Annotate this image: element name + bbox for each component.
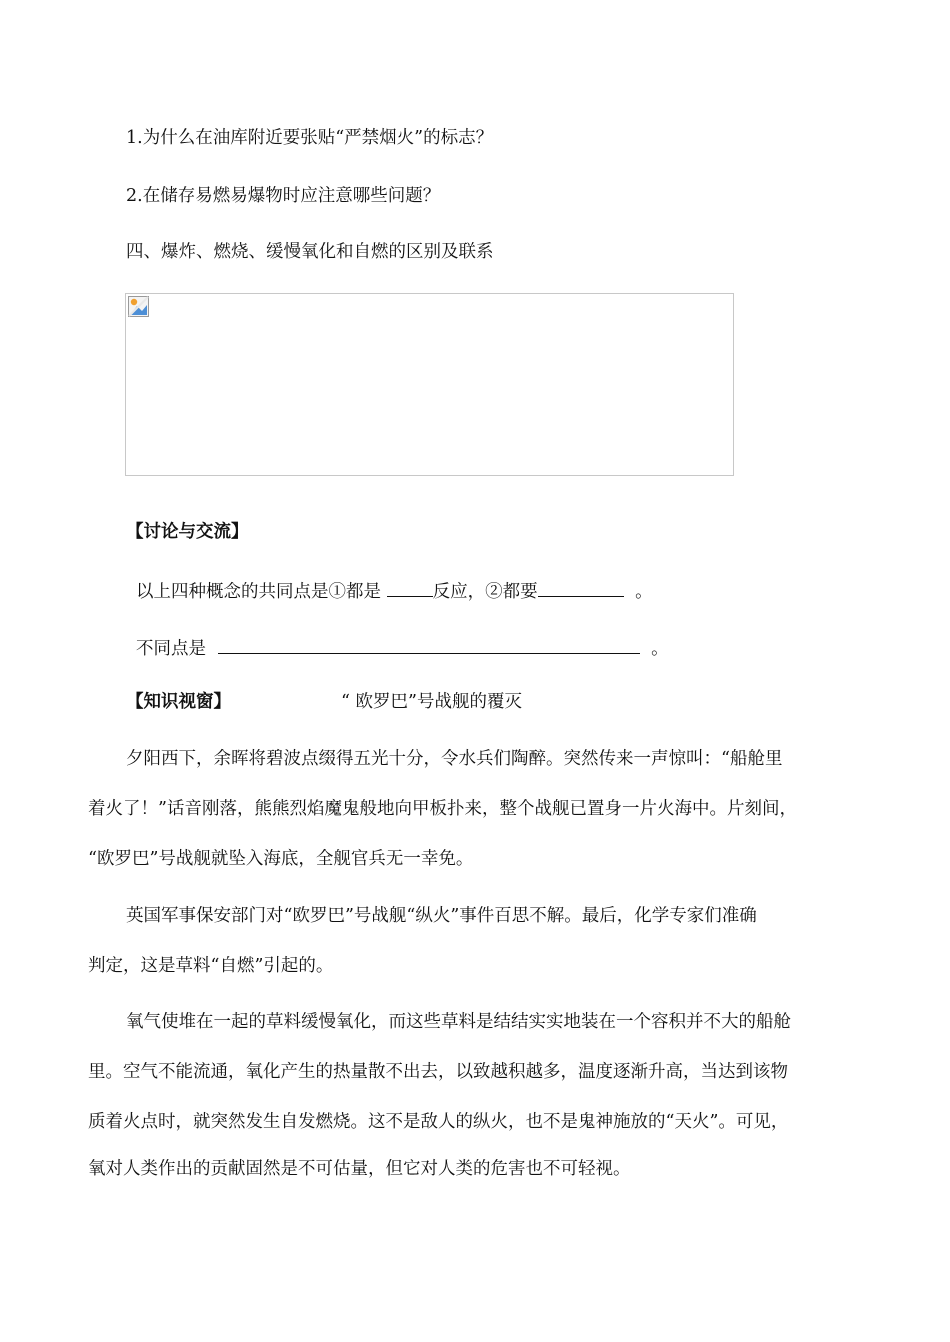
discussion-line-1-end: 。 [635, 582, 653, 602]
paragraph-1-line-2: 着火了！”话音刚落，熊熊烈焰魔鬼般地向甲板扑来，整个战舰已置身一片火海中。片刻间， [88, 799, 797, 819]
discussion-line-2-text: 不同点是 [136, 639, 206, 659]
paragraph-1-line-1: 夕阳西下，余晖将碧波点缀得五光十分，令水兵们陶醉。突然传来一声惊叫：“船舱里 [126, 749, 783, 769]
discussion-heading: 【讨论与交流】 [126, 522, 249, 542]
paragraph-2-line-1: 英国军事保安部门对“欧罗巴”号战舰“纵火”事件百思不解。最后，化学专家们准确 [126, 906, 757, 926]
blank-reaction-type[interactable] [387, 576, 433, 597]
question-2: 2.在储存易燃易爆物时应注意哪些问题？ [126, 186, 441, 206]
discussion-line-1 [136, 576, 653, 604]
section-four-title: 四、爆炸、燃烧、缓慢氧化和自燃的区别及联系 [126, 242, 494, 262]
discussion-line-1-text-b: 反应，②都要 [432, 582, 538, 602]
paragraph-1-line-3: “欧罗巴”号战舰就坠入海底，全舰官兵无一幸免。 [88, 849, 474, 869]
paragraph-3-line-2: 里。空气不能流通，氧化产生的热量散不出去，以致越积越多，温度逐渐升高，当达到该物 [88, 1062, 788, 1082]
paragraph-3-line-3: 质着火点时，就突然发生自发燃烧。这不是敌人的纵火，也不是鬼神施放的“天火”。可见， [88, 1112, 789, 1132]
knowledge-title: “ 欧罗巴”号战舰的覆灭 [341, 692, 522, 712]
question-1: 1.为什么在油库附近要张贴“严禁烟火”的标志？ [126, 128, 494, 148]
paragraph-2-line-2: 判定，这是草料“自燃”引起的。 [88, 956, 334, 976]
blank-condition[interactable] [538, 576, 624, 597]
paragraph-3-line-4: 氧对人类作出的贡献固然是不可估量，但它对人类的危害也不可轻视。 [88, 1159, 631, 1179]
knowledge-heading: 【知识视窗】 [126, 692, 231, 712]
image-placeholder [125, 293, 734, 476]
discussion-line-1-text-a: 以上四种概念的共同点是①都是 [136, 582, 381, 602]
blank-differences[interactable] [218, 633, 640, 654]
paragraph-3-line-1: 氧气使堆在一起的草料缓慢氧化，而这些草料是结结实实地装在一个容积并不大的船舱 [126, 1012, 791, 1032]
broken-image-icon [128, 296, 149, 317]
discussion-line-2-end: 。 [651, 639, 669, 659]
discussion-line-2 [136, 633, 669, 661]
